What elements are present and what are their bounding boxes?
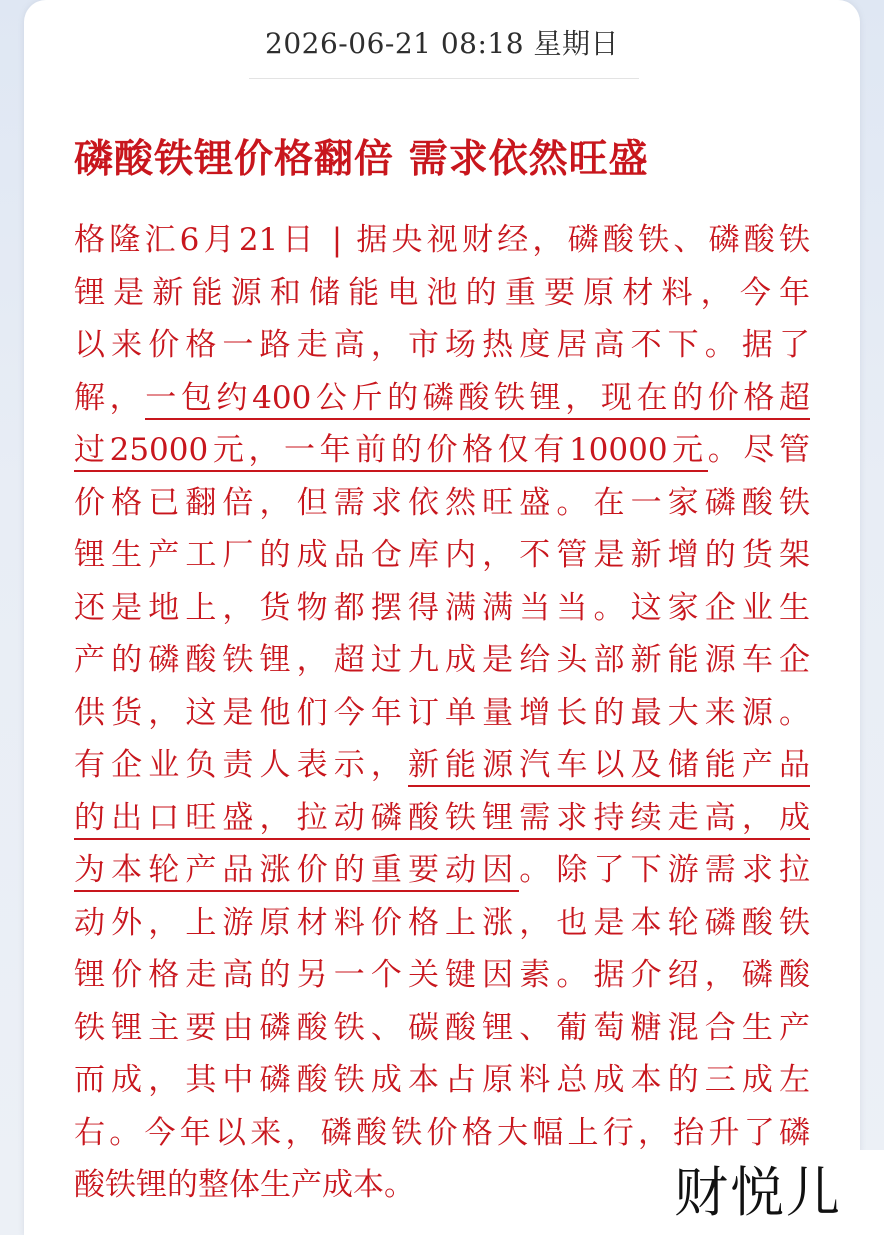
- article-line: 格隆汇6月21日 | 据央视财经，磷酸铁、磷酸铁: [74, 222, 810, 258]
- article-line: 以来价格一路走高，市场热度居高不下。据了: [74, 327, 810, 363]
- article-line: 过25000元，一年前的价格仅有10000元。尽管: [74, 424, 810, 477]
- article-line: 产的磷酸铁锂，超过九成是给头部新能源车企: [74, 642, 810, 678]
- underlined-text: 为本轮产品涨价的重要动因: [74, 852, 519, 892]
- article-line: 有企业负责人表示，新能源汽车以及储能产品: [74, 739, 810, 792]
- article-line: 供货，这是他们今年订单量增长的最大来源。: [74, 694, 810, 731]
- article-line: 动外，上游原材料价格上涨，也是本轮磷酸铁: [74, 904, 810, 941]
- underlined-text: 的出口旺盛，拉动磷酸铁锂需求持续走高，成: [74, 800, 810, 840]
- author-watermark: 财悦儿: [632, 1150, 884, 1235]
- underlined-text: 过25000元，一年前的价格仅有10000元: [74, 432, 708, 472]
- article-title: 磷酸铁锂价格翻倍 需求依然旺盛: [74, 137, 649, 182]
- article-line: 价格已翻倍，但需求依然旺盛。在一家磷酸铁: [74, 484, 810, 521]
- article-card: [24, 0, 860, 1235]
- date-divider: [249, 78, 639, 79]
- underlined-text: 新能源汽车以及储能产品: [408, 747, 810, 787]
- underlined-text: 一包约400公斤的磷酸铁锂，现在的价格超: [145, 380, 810, 420]
- article-line: 右。今年以来，磷酸铁价格大幅上行，抬升了磷: [74, 1114, 810, 1151]
- article-line: [74, 792, 810, 845]
- article-line: 锂价格走高的另一个关键因素。据介绍，磷酸: [74, 957, 810, 993]
- article-body: [74, 214, 810, 1212]
- article-line: 还是地上，货物都摆得满满当当。这家企业生: [74, 589, 810, 626]
- article-line: 锂是新能源和储能电池的重要原材料，今年: [74, 274, 810, 311]
- article-line: 铁锂主要由磷酸铁、碳酸锂、葡萄糖混合生产: [74, 1009, 810, 1046]
- article-line: 锂生产工厂的成品仓库内，不管是新增的货架: [74, 537, 810, 573]
- publish-datetime: 2026-06-21 08:18 星期日: [265, 27, 619, 60]
- article-line: 而成，其中磷酸铁成本占原料总成本的三成左: [74, 1062, 810, 1098]
- article-line: 解，一包约400公斤的磷酸铁锂，现在的价格超: [74, 372, 810, 425]
- article-line: 酸铁锂的整体生产成本。: [74, 1167, 415, 1203]
- article-line: 为本轮产品涨价的重要动因。除了下游需求拉: [74, 844, 810, 897]
